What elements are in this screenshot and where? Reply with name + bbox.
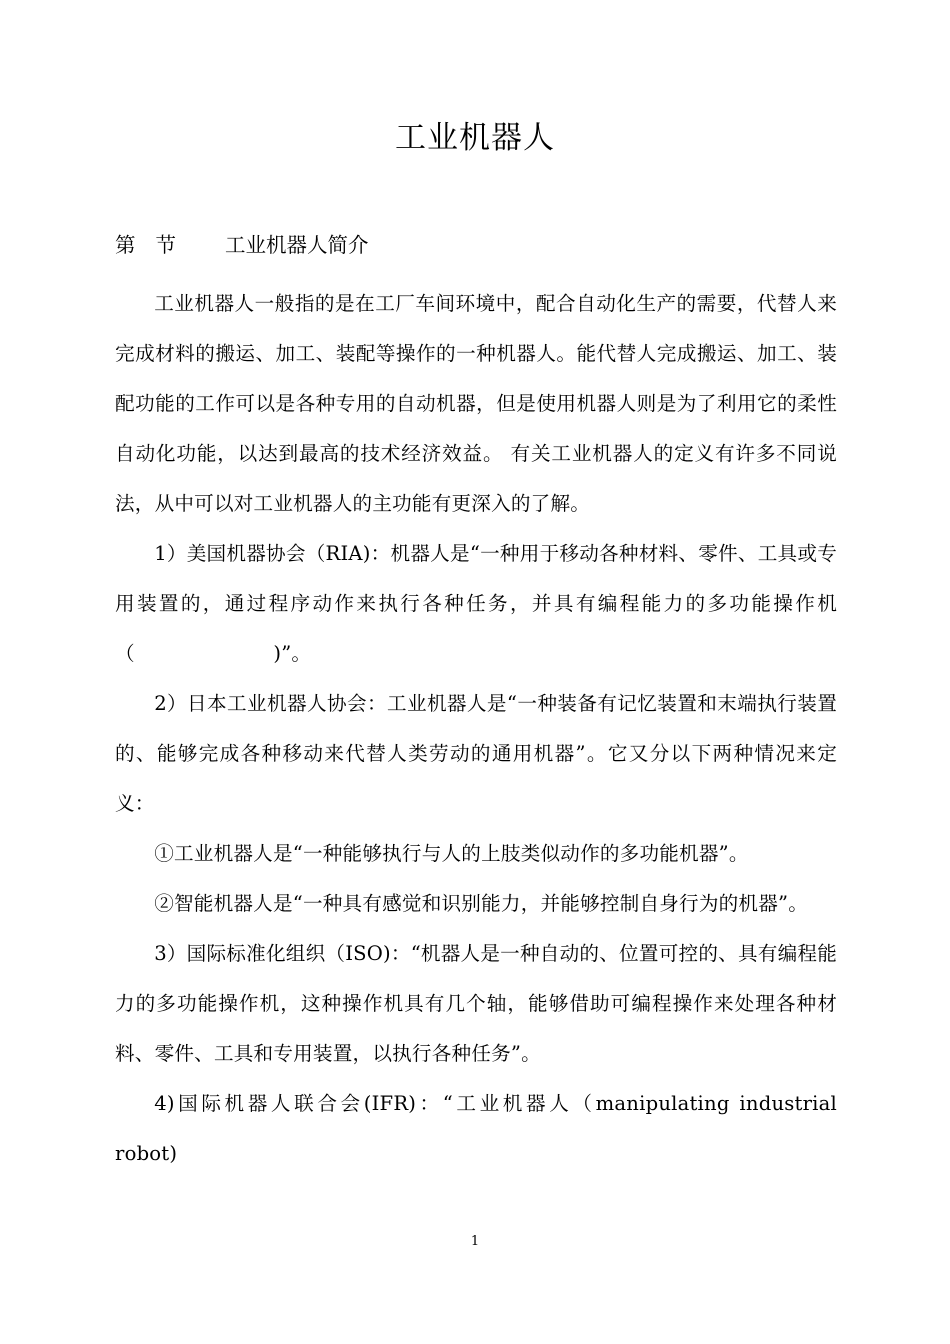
section-heading [115,228,369,262]
paragraph-intro: 工业机器人一般指的是在工厂车间环境中，配合自动化生产的需要，代替人来完成材料的搬运、加工、装配等操作的一种机器人。能代替人完成搬运、加工、装配功能的工作可以是各种专用的自动机器，但是使用机器人则是为了利用它的柔性自动化功能，以达到最高的技术经济效益。 有关工业机器人的定义有许多不同说法，从中可以对工业机器人的主功能有更深入的了解。 [115,292,837,515]
section-number: 第节 [115,233,196,257]
section-title: 工业机器人简介 [225,233,369,257]
paragraph-ifr-definition: 4)国际机器人联合会(IFR)：“工业机器人（manipulating industrial robot) [115,1092,837,1165]
paragraph-jira-definition: 2）日本工业机器人协会：工业机器人是“一种装备有记忆装置和末端执行装置的、能够完成各种移动来代替人类劳动的通用机器”。它又分以下两种情况来定义： [115,692,837,815]
paragraph-industrial-robot-item: ①工业机器人是“一种能够执行与人的上肢类似动作的多功能机器”。 [154,842,749,865]
body-text [115,279,837,1179]
page-number: 1 [470,1234,480,1249]
document-title: 工业机器人 [395,120,555,156]
paragraph-iso-definition: 3）国际标准化组织（ISO)：“机器人是一种自动的、位置可控的、具有编程能力的多功能操作机，这种操作机具有几个轴，能够借助可编程操作来处理各种材料、零件、工具和专用装置，以执行各种任务”。 [115,942,837,1065]
paragraph-intelligent-robot-item: ②智能机器人是“一种具有感觉和识别能力，并能够控制自身行为的机器”。 [154,892,809,915]
paragraph-ria-definition: 1）美国机器协会（RIA)：机器人是“一种用于移动各种材料、零件、工具或专用装置的，通过程序动作来执行各种任务，并具有编程能力的多功能操作机（ )”。 [115,542,837,665]
